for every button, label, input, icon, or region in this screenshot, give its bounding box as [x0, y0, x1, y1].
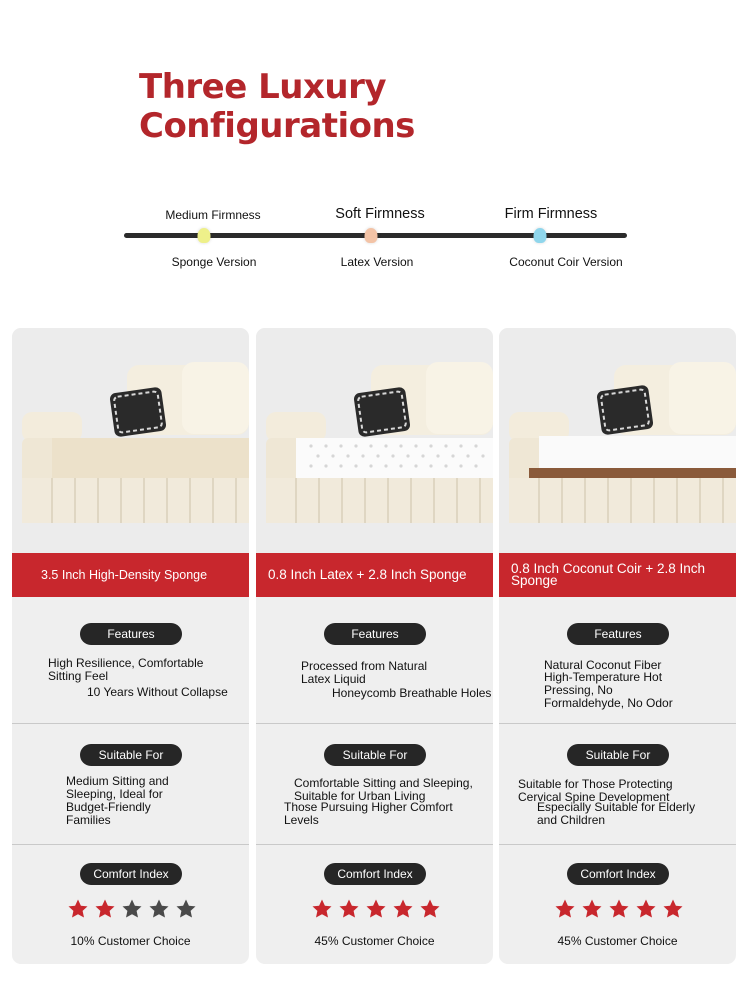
- title-line-2: Configurations: [139, 106, 415, 146]
- star-filled-icon: [365, 898, 387, 920]
- sofa-coconut-image: [499, 328, 736, 553]
- firmness-label-soft: Soft Firmness: [335, 206, 425, 222]
- section-divider: [256, 723, 493, 724]
- cushion-spec: 0.8 Inch Coconut Coir + 2.8 Inch Sponge: [511, 561, 705, 588]
- features-pill: Features: [567, 623, 669, 645]
- star-filled-icon: [581, 898, 603, 920]
- section-divider: [499, 723, 736, 724]
- firmness-label-medium: Medium Firmness: [165, 208, 261, 222]
- star-filled-icon: [338, 898, 360, 920]
- star-empty-icon: [121, 898, 143, 920]
- config-card-coconut: [499, 328, 736, 964]
- customer-choice: 45% Customer Choice: [557, 934, 678, 948]
- cushion-band-latex: [256, 553, 493, 597]
- sponge-marker-icon: [198, 228, 211, 243]
- star-filled-icon: [554, 898, 576, 920]
- version-label-coconut: Coconut Coir Version: [509, 255, 623, 269]
- feature-text-2: Honeycomb Breathable Holes: [332, 686, 492, 700]
- section-divider: [12, 844, 249, 845]
- star-filled-icon: [419, 898, 441, 920]
- star-filled-icon: [311, 898, 333, 920]
- version-label-sponge: Sponge Version: [171, 255, 257, 269]
- comfort-index-pill: Comfort Index: [324, 863, 426, 885]
- latex-marker-icon: [365, 228, 378, 243]
- comfort-stars: [554, 898, 684, 920]
- star-filled-icon: [67, 898, 89, 920]
- feature-text-1: Natural Coconut Fiber: [544, 658, 662, 672]
- sofa-latex-image: [256, 328, 493, 553]
- star-filled-icon: [608, 898, 630, 920]
- cushion-band-coconut: [499, 553, 736, 597]
- star-filled-icon: [662, 898, 684, 920]
- suitable-for-pill: Suitable For: [567, 744, 669, 766]
- cushion-spec: 3.5 Inch High-Density Sponge: [41, 568, 208, 582]
- comfort-index-pill: Comfort Index: [567, 863, 669, 885]
- star-filled-icon: [392, 898, 414, 920]
- sofa-sponge-image: [12, 328, 249, 553]
- suitable-text-2: Especially Suitable for Elderly and Children: [537, 800, 696, 827]
- config-card-sponge: [12, 328, 249, 964]
- customer-choice: 10% Customer Choice: [70, 934, 191, 948]
- version-label-latex: Latex Version: [340, 255, 414, 269]
- feature-text-1: Processed from Natural Latex Liquid: [301, 659, 428, 686]
- feature-text-2: High-Temperature Hot Pressing, No Formaldehyde, No Odor: [544, 670, 673, 710]
- star-empty-icon: [175, 898, 197, 920]
- star-filled-icon: [635, 898, 657, 920]
- comfort-stars: [67, 898, 197, 920]
- page-title: [139, 68, 415, 146]
- customer-choice: 45% Customer Choice: [314, 934, 435, 948]
- cushion-band-sponge: [12, 553, 249, 597]
- cushion-spec: 0.8 Inch Latex + 2.8 Inch Sponge: [268, 567, 467, 582]
- section-divider: [12, 723, 249, 724]
- features-pill: Features: [80, 623, 182, 645]
- star-empty-icon: [148, 898, 170, 920]
- suitable-for-pill: Suitable For: [324, 744, 426, 766]
- title-line-1: Three Luxury: [139, 67, 387, 107]
- suitable-for-pill: Suitable For: [80, 744, 182, 766]
- suitable-text-1: Medium Sitting and Sleeping, Ideal for Budget-Friendly Families: [66, 774, 169, 827]
- firmness-label-firm: Firm Firmness: [504, 206, 598, 222]
- suitable-text-1: Comfortable Sitting and Sleeping, Suitable for Urban Living: [294, 776, 473, 803]
- config-card-latex: [256, 328, 493, 964]
- suitable-text-1: Suitable for Those Protecting Cervical Spine Development: [518, 777, 673, 804]
- feature-text-1: High Resilience, Comfortable Sitting Feel: [48, 656, 204, 683]
- section-divider: [256, 844, 493, 845]
- coconut-marker-icon: [534, 228, 547, 243]
- comfort-index-pill: Comfort Index: [80, 863, 182, 885]
- feature-text-2: 10 Years Without Collapse: [87, 685, 228, 699]
- features-pill: Features: [324, 623, 426, 645]
- section-divider: [499, 844, 736, 845]
- comfort-stars: [311, 898, 441, 920]
- star-filled-icon: [94, 898, 116, 920]
- suitable-text-2: Those Pursuing Higher Comfort Levels: [284, 800, 453, 827]
